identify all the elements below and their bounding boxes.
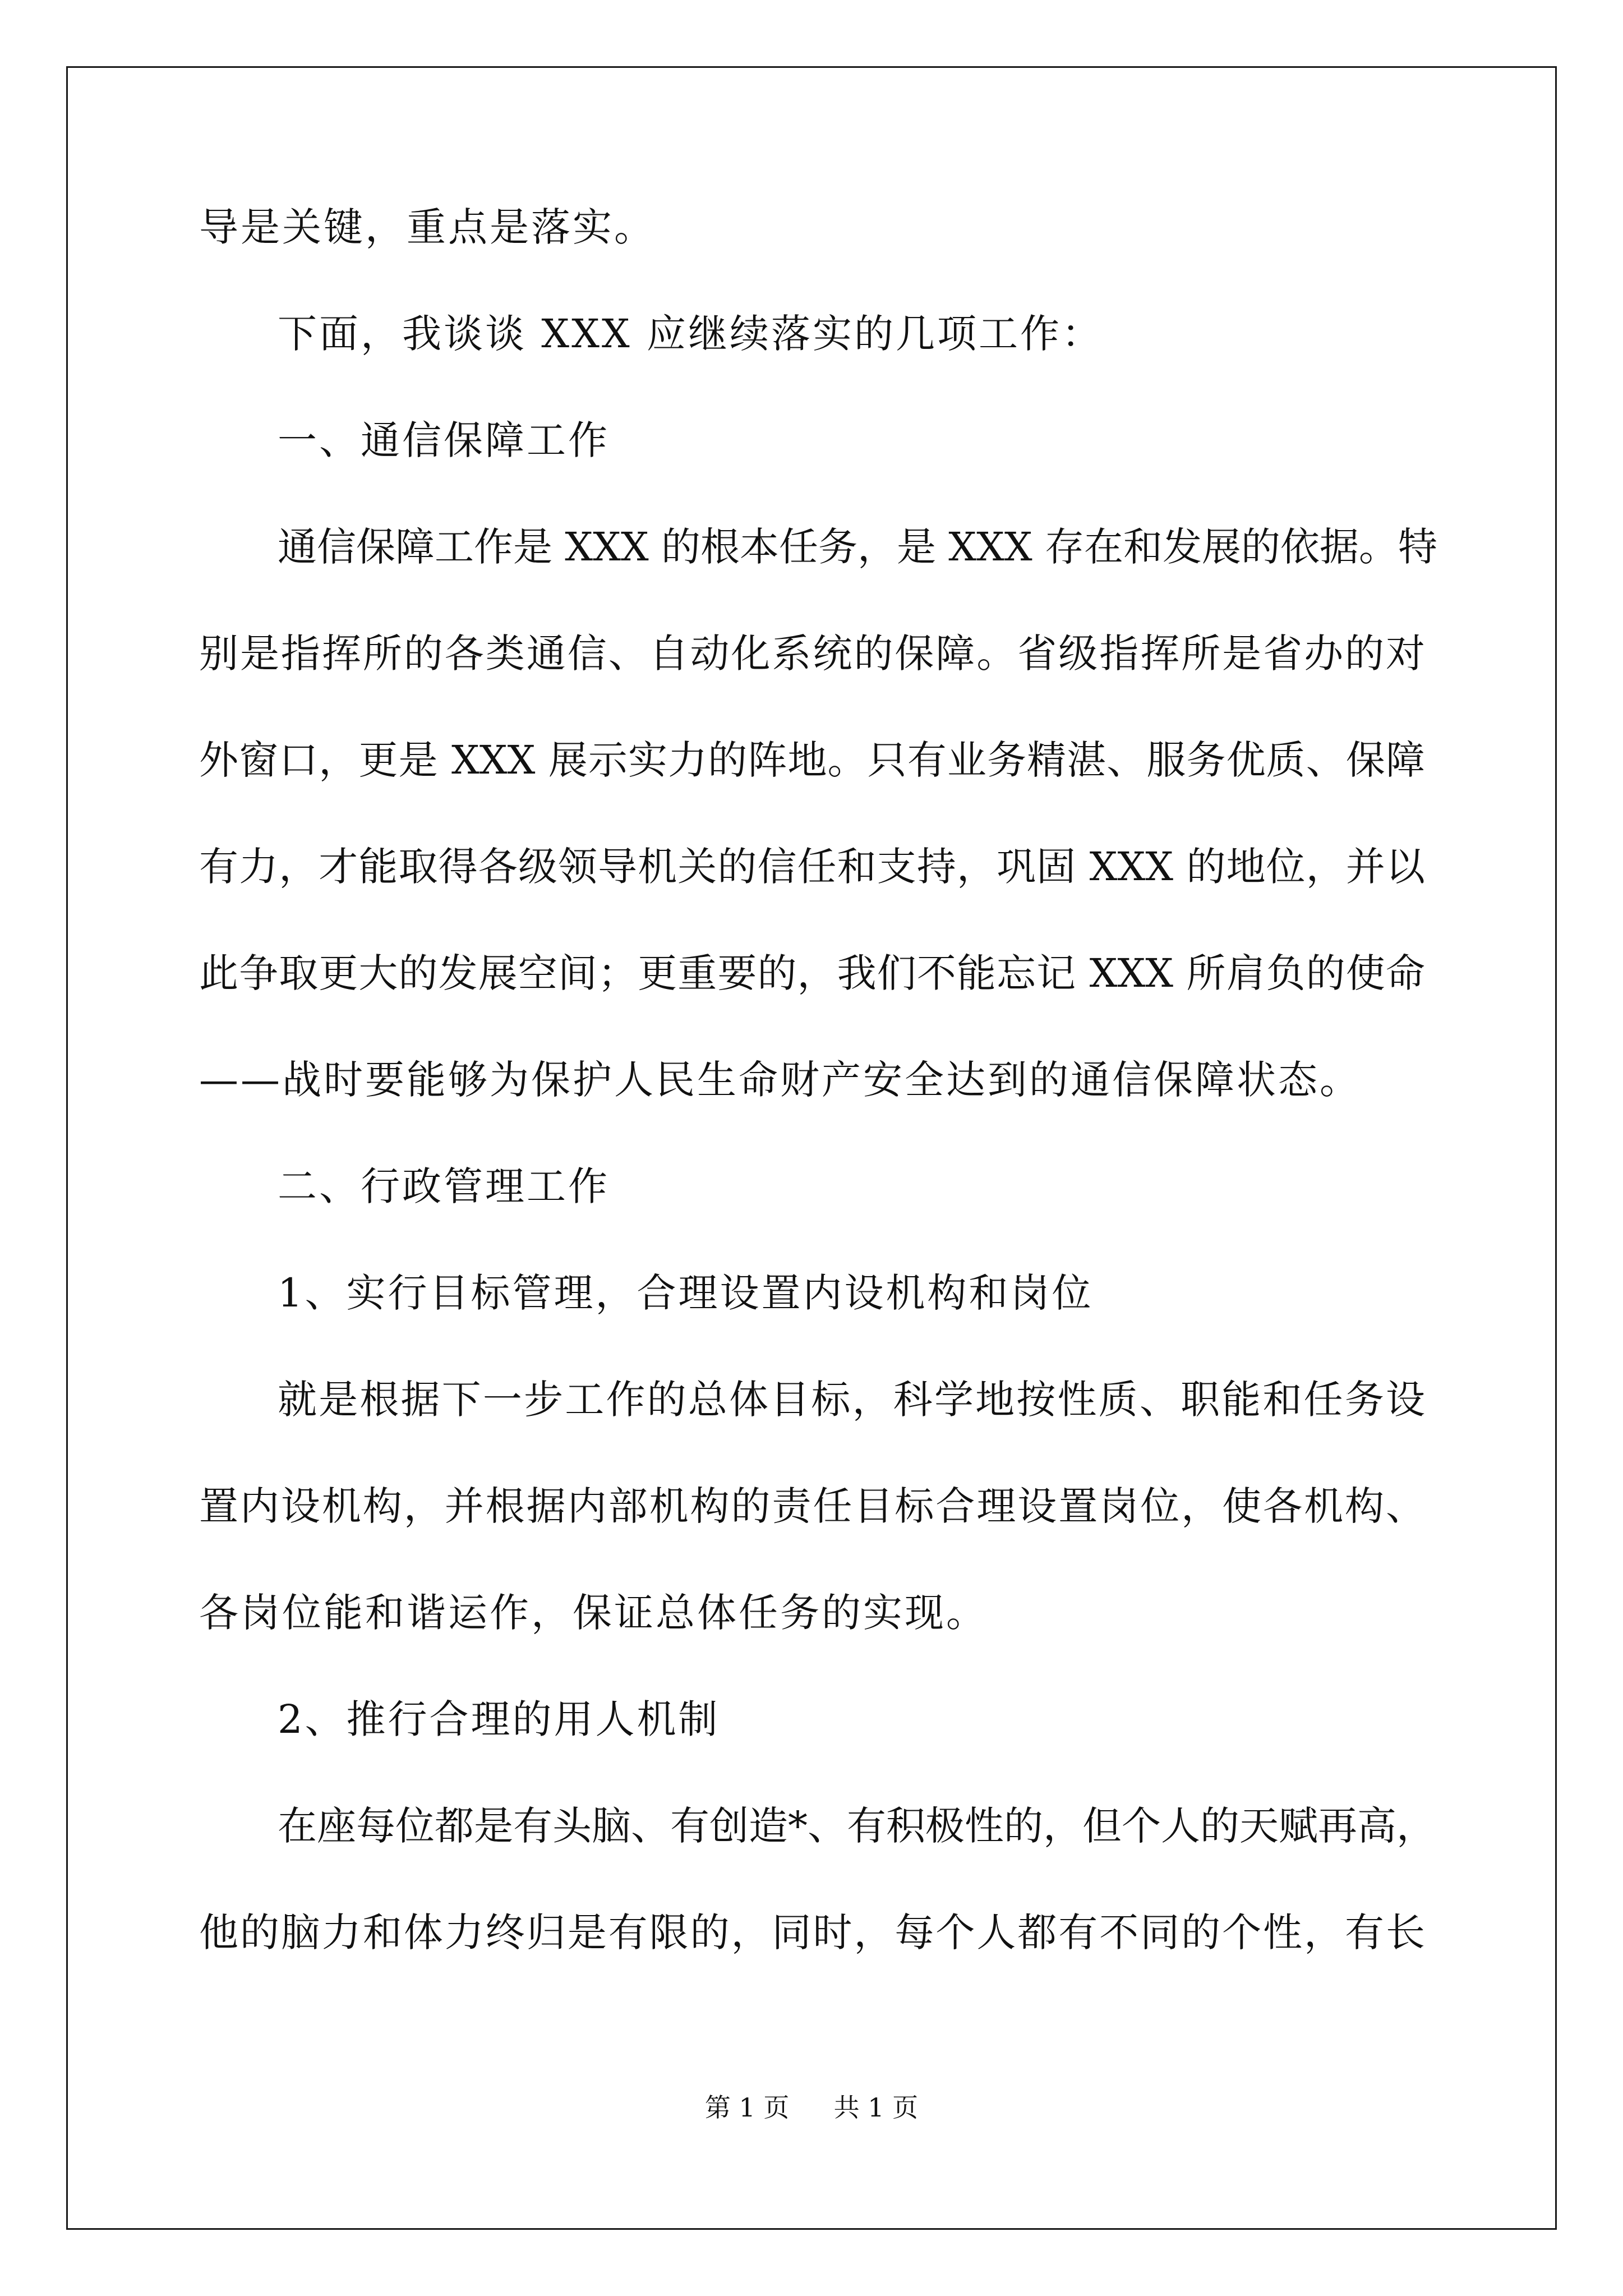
page-border (66, 66, 1557, 2230)
text-line: 有力，才能取得各级领导机关的信任和支持，巩固 XXX 的地位，并以 (199, 844, 1425, 890)
text-line: ——战时要能够为保护人民生命财产安全达到的通信保障状态。 (199, 1057, 1361, 1103)
text-line: 在座每位都是有头脑、有创造*、有积极性的，但个人的天赋再高， (278, 1803, 1436, 1849)
text-line: 他的脑力和体力终归是有限的，同时，每个人都有不同的个性，有长 (199, 1910, 1425, 1955)
text-line: 就是根据下一步工作的总体目标，科学地按性质、职能和任务设 (278, 1377, 1425, 1423)
text-line: 导是关键，重点是落实。 (199, 204, 656, 250)
text-line: 外窗口，更是 XXX 展示实力的阵地。只有业务精湛、服务优质、保障 (199, 737, 1425, 783)
text-line: 2、推行合理的用人机制 (278, 1696, 720, 1742)
text-line: 各岗位能和谐运作，保证总体任务的实现。 (199, 1590, 988, 1636)
text-line: 此争取更大的发展空间；更重要的，我们不能忘记 XXX 所肩负的使命 (199, 950, 1425, 996)
text-line: 置内设机构，并根据内部机构的责任目标合理设置岗位，使各机构、 (199, 1483, 1425, 1529)
page-total: 共 1 页 (833, 2092, 919, 2123)
text-line: 1、实行目标管理，合理设置内设机构和岗位 (278, 1270, 1094, 1316)
text-line: 一、通信保障工作 (278, 417, 610, 463)
page-footer (0, 2091, 1623, 2124)
page-number: 第 1 页 (704, 2092, 790, 2123)
text-line: 下面，我谈谈 XXX 应继续落实的几项工作： (278, 311, 1104, 357)
text-line: 通信保障工作是 XXX 的根本任务，是 XXX 存在和发展的依据。特 (278, 524, 1438, 570)
text-line: 别是指挥所的各类通信、自动化系统的保障。省级指挥所是省办的对 (199, 631, 1425, 677)
text-line: 二、行政管理工作 (278, 1163, 610, 1209)
